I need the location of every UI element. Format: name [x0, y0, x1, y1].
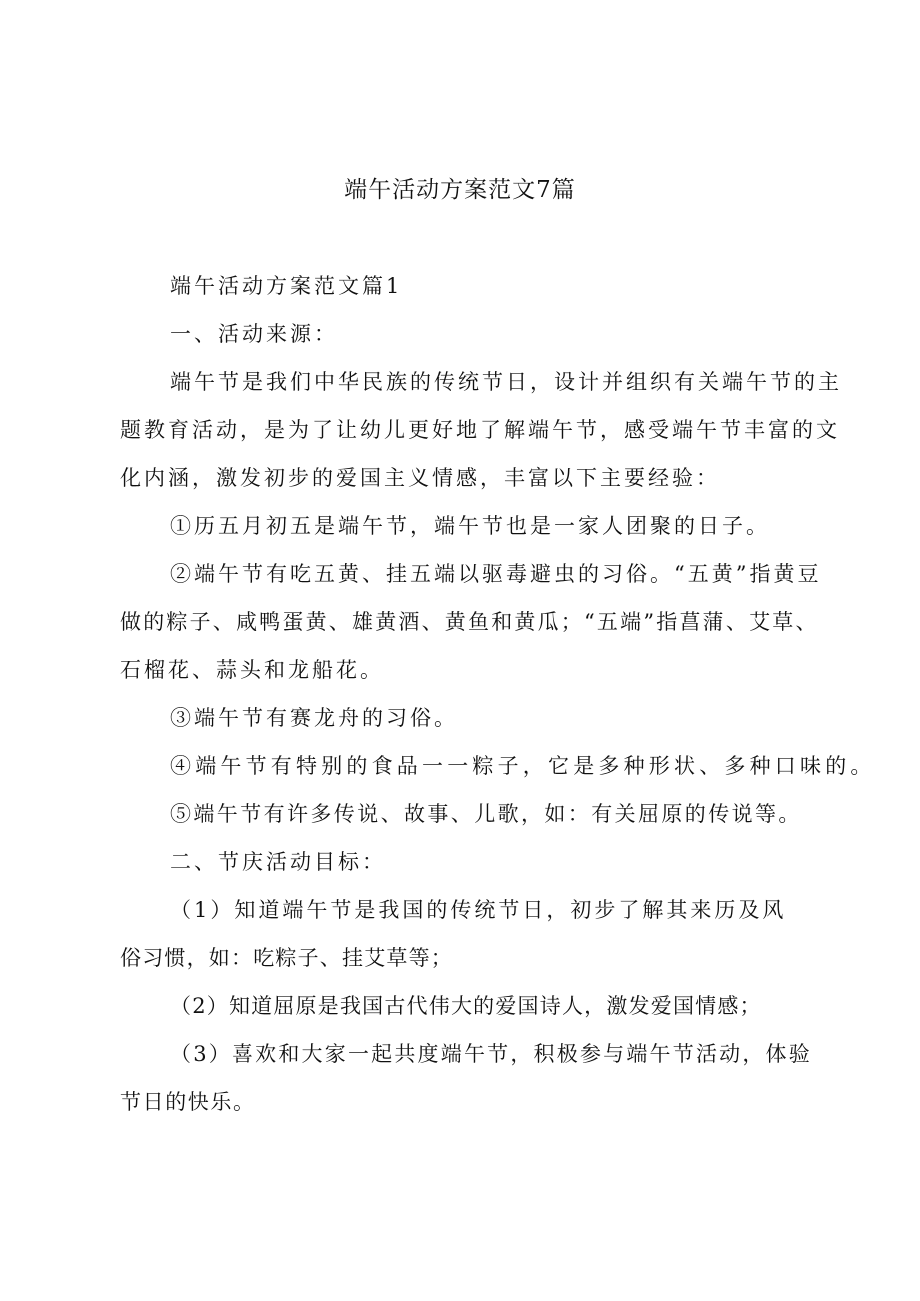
list-item-2-line: ②端午节有吃五黄、挂五端以驱毒避虫的习俗。“五黄”指黄豆 — [170, 562, 822, 586]
document-title: 端午活动方案范文7篇 — [344, 177, 576, 203]
goal-1-line: 俗习惯，如：吃粽子、挂艾草等； — [120, 946, 453, 970]
list-item-1: ①历五月初五是端午节，端午节也是一家人团聚的日子。 — [170, 514, 770, 538]
heading-activity-source: 一、活动来源： — [170, 322, 338, 346]
paragraph-line: 端午节是我们中华民族的传统节日，设计并组织有关端午节的主 — [170, 370, 842, 394]
paragraph-line: 题教育活动，是为了让幼儿更好地了解端午节，感受端午节丰富的文 — [120, 418, 840, 442]
section-title: 端午活动方案范文篇1 — [170, 274, 403, 298]
list-item-3: ③端午节有赛龙舟的习俗。 — [170, 706, 458, 730]
list-item-2-line: 做的粽子、咸鸭蛋黄、雄黄酒、黄鱼和黄瓜；“五端”指菖蒲、艾草、 — [120, 610, 819, 634]
goal-3-line: 节日的快乐。 — [120, 1090, 256, 1114]
goal-3-line: （3）喜欢和大家一起共度端午节，积极参与端午节活动，体验 — [170, 1042, 812, 1066]
list-item-4: ④端午节有特别的食品一一粽子，它是多种形状、多种口味的。 — [170, 754, 876, 778]
goal-1-line: （1）知道端午节是我国的传统节日，初步了解其来历及风 — [170, 898, 787, 922]
list-item-2-line: 石榴花、蒜头和龙船花。 — [120, 658, 384, 682]
goal-2: （2）知道屈原是我国古代伟大的爱国诗人，激发爱国情感； — [170, 994, 762, 1018]
heading-activity-goals: 二、节庆活动目标： — [170, 850, 386, 874]
list-item-5: ⑤端午节有许多传说、故事、儿歌，如：有关屈原的传说等。 — [170, 802, 802, 826]
paragraph-line: 化内涵，激发初步的爱国主义情感，丰富以下主要经验： — [120, 466, 720, 490]
